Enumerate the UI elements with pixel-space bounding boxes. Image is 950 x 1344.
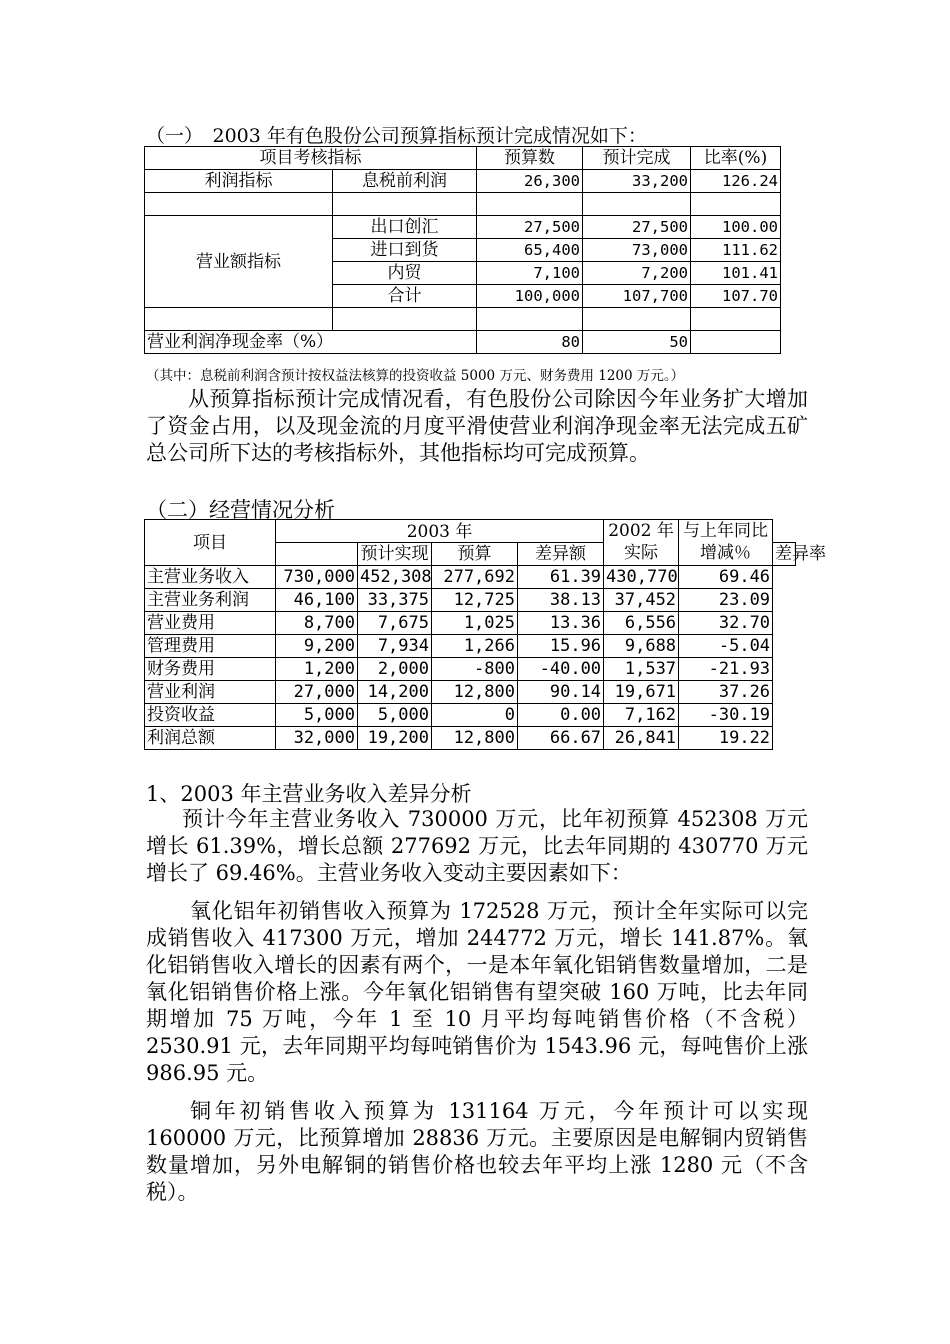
section-heading-operations: （二）经营情况分析 <box>146 498 335 522</box>
col-header-actual: 预计完成 <box>583 147 691 170</box>
col-header-budget: 预算 <box>432 543 518 566</box>
row-label-revenue: 营业额指标 <box>145 216 333 308</box>
paragraph-revenue: 预计今年主营业务收入 730000 万元，比年初预算 452308 万元增长 61.39%，增长总额 277692 万元，比去年同期的 430770 万元增长了 69.46%。主营业务收入变动主要因素如下： <box>146 807 808 885</box>
table-cell: 33,375 <box>358 589 432 612</box>
paragraph-budget-summary: 从预算指标预计完成情况看，有色股份公司除因今年业务扩大增加了资金占用，以及现金流的月度平滑使营业利润净现金率无法完成五矿总公司所下达的考核指标外，其他指标均可完成预算。 <box>146 387 808 465</box>
table-cell: 37.26 <box>679 681 773 704</box>
table-cell: 7,162 <box>604 704 679 727</box>
cell-budget: 65,400 <box>477 239 583 262</box>
table-row <box>145 635 796 658</box>
row-label: 主营业务收入 <box>145 566 276 589</box>
table-cell: 27,000 <box>276 681 358 704</box>
table-cell: 730,000 <box>276 566 358 589</box>
cell-budget: 80 <box>477 331 583 354</box>
col-header-2003: 2003 年 <box>276 520 604 543</box>
paragraph-alumina: 氧化铝年初销售收入预算为 172528 万元，预计全年实际可以完成销售收入 417300 万元，增加 244772 万元，增长 141.87%。氧化铝销售收入增长的因素有两个，一是本年氧化铝销售数量增加，二是氧化铝销售价格上涨。今年氧化铝销售有望突破 160 万吨，比去年同期增加 75 万吨，今年 1 至 10 月平均每吨销售价格（不含税）2530.91 元，去年同期平均每吨销售价为 1543.96 元，每吨售价上涨 986.95 元。 <box>146 899 808 1085</box>
col-header-indicator: 项目考核指标 <box>145 147 477 170</box>
table-cell: 8,700 <box>276 612 358 635</box>
table-cell: 13.36 <box>518 612 604 635</box>
table-cell: -800 <box>432 658 518 681</box>
table-row-empty <box>145 308 781 331</box>
cell-budget: 26,300 <box>477 170 583 193</box>
table-row <box>145 216 781 239</box>
row-label: 营业费用 <box>145 612 276 635</box>
col-header-diff-rate: 差异率 <box>773 543 796 566</box>
table-cell: -40.00 <box>518 658 604 681</box>
col-header-ratio: 比率(%) <box>691 147 781 170</box>
table-cell: 277,692 <box>432 566 518 589</box>
table-cell: 5,000 <box>358 704 432 727</box>
table-cell: 1,200 <box>276 658 358 681</box>
table-cell: 2,000 <box>358 658 432 681</box>
table-row <box>145 331 781 354</box>
cell-ratio: 126.24 <box>691 170 781 193</box>
table-cell: -21.93 <box>679 658 773 681</box>
table-cell: 61.39 <box>518 566 604 589</box>
table-cell: 32,000 <box>276 727 358 750</box>
table-row <box>145 727 796 750</box>
cell-ratio <box>691 331 781 354</box>
col-header-blank <box>276 543 358 566</box>
cell-actual: 27,500 <box>583 216 691 239</box>
table-cell: 38.13 <box>518 589 604 612</box>
table-cell: 7,934 <box>358 635 432 658</box>
row-label-profit: 利润指标 <box>145 170 333 193</box>
row-label: 营业利润 <box>145 681 276 704</box>
row-sublabel: 合计 <box>333 285 477 308</box>
row-label: 利润总额 <box>145 727 276 750</box>
budget-table <box>144 146 781 354</box>
row-sublabel: 进口到货 <box>333 239 477 262</box>
table-cell: 46,100 <box>276 589 358 612</box>
table-cell: 7,675 <box>358 612 432 635</box>
row-sublabel: 出口创汇 <box>333 216 477 239</box>
col-header-yoy: 与上年同比增减％ <box>679 520 773 566</box>
table-cell: 9,200 <box>276 635 358 658</box>
row-label: 投资收益 <box>145 704 276 727</box>
table-cell: 0.00 <box>518 704 604 727</box>
table-row <box>145 566 796 589</box>
table-row <box>145 589 796 612</box>
cell-budget: 100,000 <box>477 285 583 308</box>
table-header-row <box>145 520 796 543</box>
table-cell: 12,725 <box>432 589 518 612</box>
table-cell: 12,800 <box>432 727 518 750</box>
table-row <box>145 612 796 635</box>
table-cell: 12,800 <box>432 681 518 704</box>
table-row-empty <box>145 193 781 216</box>
table-cell: 14,200 <box>358 681 432 704</box>
paragraph-copper: 铜年初销售收入预算为 131164 万元，今年预计可以实现 160000 万元，比预算增加 28836 万元。主要原因是电解铜内贸销售数量增加，另外电解铜的销售价格也较去年平均上涨 1280 元（不含税）。 <box>146 1099 808 1204</box>
cell-actual: 33,200 <box>583 170 691 193</box>
row-sublabel: 内贸 <box>333 262 477 285</box>
cell-budget: 7,100 <box>477 262 583 285</box>
section-heading-budget: （一） 2003 年有色股份公司预算指标预计完成情况如下： <box>146 125 647 147</box>
cell-actual: 73,000 <box>583 239 691 262</box>
row-label: 管理费用 <box>145 635 276 658</box>
row-label: 主营业务利润 <box>145 589 276 612</box>
cell-ratio: 101.41 <box>691 262 781 285</box>
table-cell: 26,841 <box>604 727 679 750</box>
table-row <box>145 658 796 681</box>
table-cell: 430,770 <box>604 566 679 589</box>
table-cell: 452,308 <box>358 566 432 589</box>
row-label-cash: 营业利润净现金率（%） <box>145 331 477 354</box>
cell-ratio: 107.70 <box>691 285 781 308</box>
table-cell: -30.19 <box>679 704 773 727</box>
table-cell: 32.70 <box>679 612 773 635</box>
table-cell: 19,671 <box>604 681 679 704</box>
cell-budget: 27,500 <box>477 216 583 239</box>
cell-actual: 107,700 <box>583 285 691 308</box>
table-cell: 0 <box>432 704 518 727</box>
cell-ratio: 100.00 <box>691 216 781 239</box>
subsection-heading-revenue: 1、2003 年主营业务收入差异分析 <box>146 782 472 806</box>
table-cell: 69.46 <box>679 566 773 589</box>
col-header-diff: 差异额 <box>518 543 604 566</box>
cell-actual: 50 <box>583 331 691 354</box>
table-row <box>145 681 796 704</box>
table-header-row <box>145 147 781 170</box>
col-header-2002: 2002 年实际 <box>604 520 679 566</box>
table-cell: 66.67 <box>518 727 604 750</box>
table-cell: 15.96 <box>518 635 604 658</box>
col-header-budget: 预算数 <box>477 147 583 170</box>
col-header-item: 项目 <box>145 520 276 566</box>
table-cell: 1,537 <box>604 658 679 681</box>
cell-ratio: 111.62 <box>691 239 781 262</box>
table-cell: 90.14 <box>518 681 604 704</box>
table-cell: 1,266 <box>432 635 518 658</box>
table-row <box>145 704 796 727</box>
table-row <box>145 170 781 193</box>
table-cell: 5,000 <box>276 704 358 727</box>
table-cell: -5.04 <box>679 635 773 658</box>
table-cell: 19.22 <box>679 727 773 750</box>
table-cell: 19,200 <box>358 727 432 750</box>
row-sublabel: 息税前利润 <box>333 170 477 193</box>
table-cell: 6,556 <box>604 612 679 635</box>
col-header-forecast: 预计实现 <box>358 543 432 566</box>
row-label: 财务费用 <box>145 658 276 681</box>
table-footnote: （其中：息税前利润含预计按权益法核算的投资收益 5000 万元、财务费用 1200 万元。） <box>146 368 685 384</box>
table-cell: 9,688 <box>604 635 679 658</box>
operations-table <box>144 519 827 750</box>
cell-actual: 7,200 <box>583 262 691 285</box>
table-cell: 1,025 <box>432 612 518 635</box>
table-cell: 23.09 <box>679 589 773 612</box>
table-cell: 37,452 <box>604 589 679 612</box>
